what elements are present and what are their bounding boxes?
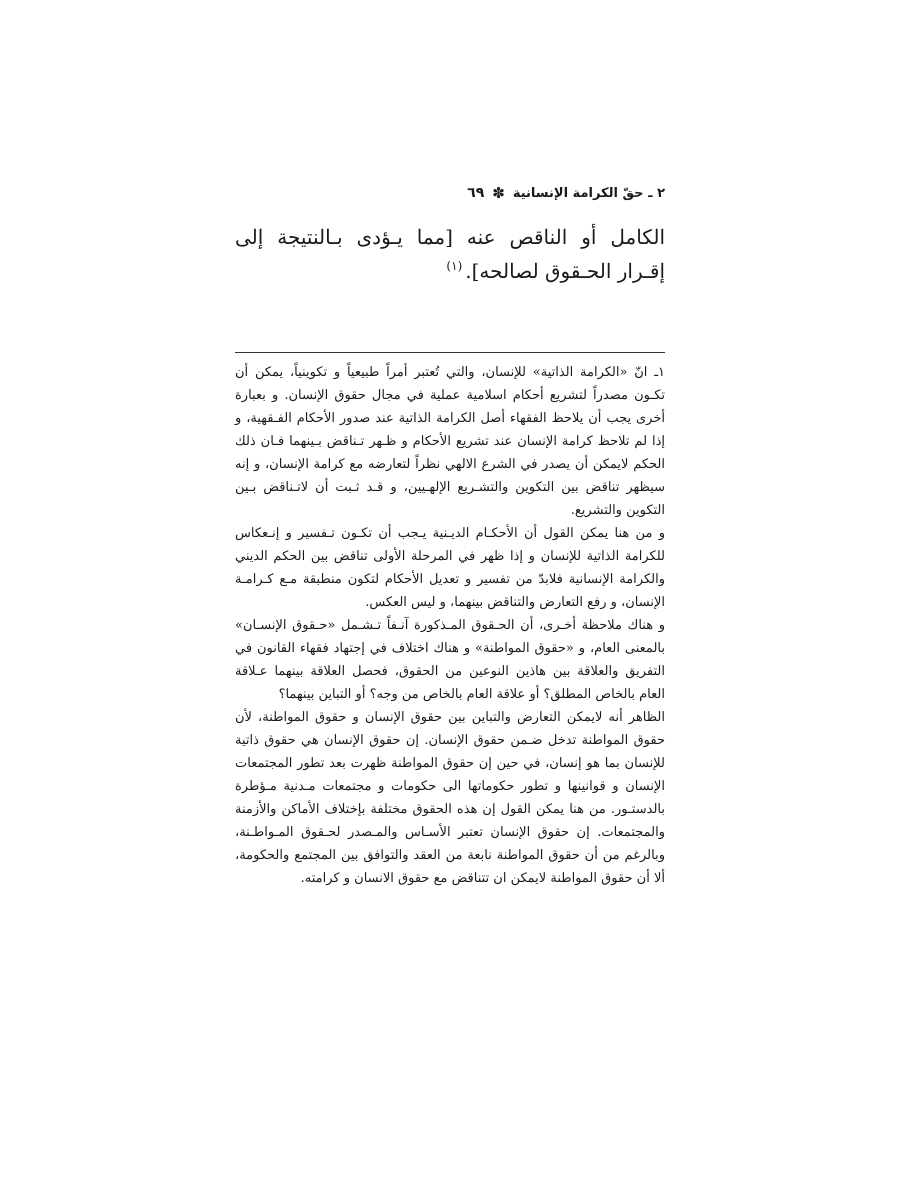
body-paragraph (235, 220, 665, 288)
footnotes (235, 361, 665, 890)
chapter-title: ٢ ـ حقّ الكرامة الإنسانية (512, 185, 665, 201)
page-number: ٦٩ (467, 185, 485, 201)
running-head (235, 180, 665, 206)
main-text (235, 220, 665, 288)
footnote-reference: (١) (446, 259, 463, 274)
footnote-divider (235, 352, 665, 353)
book-page (235, 180, 665, 890)
footnote-paragraph: الظاهر أنه لايمكن التعارض والتباين بين حقوق الإنسان و حقوق المواطنة، لأن حقوق المواطنة تدخل ضـمن حقوق الإنسان. إن حقوق الإنسان هي حقوق ذاتية للإنسان بما هو إنسان، في حين إن حقوق المواطنة ظهرت بعد تطور المجتمعات الإنسان و قوانينها و تطور حكوماتها الى حكومات و مجتمعات مـدنية مـؤطرة بالدستـور. من هنا يمكن القول إن هذه الحقوق مختلفة بإختلاف الأماكن والأزمنة والمجتمعات. إن حقوق الإنسان تعتبر الأسـاس والمـصدر لحـقوق المـواطـنة، وبالرغم من أن حقوق المواطنة نابعة من العقد والتوافق بين المجتمع والحكومة، ألا أن حقوق المواطنة لايمكن ان تتناقض مع حقوق الانسان و كرامته. (235, 710, 666, 886)
flower-ornament-icon: ✽ (492, 183, 505, 202)
footnote-paragraph: و هناك ملاحظة أخـرى، أن الحـقوق المـذكورة آنـفاً تـشـمل «حـقوق الإنسـان» بالمعنى العام، و «حقوق المواطنة» و هناك اختلاف في إجتهاد فقهاء القانون في التفريق والعلاقة بين هاذين النوعين من الحقوق، فحصل العلاقة بينهما عـلاقة العام بالخاص المطلق؟ أو علاقة العام بالخاص من وجه؟ أو التباين بينهما؟ (235, 618, 665, 702)
footnote-paragraph: و من هنا يمكن القول أن الأحكـام الديـنية يـجب أن تكـون تـفسير و إنـعكاس للكرامة الذاتية للإنسان و إذا ظهر في المرحلة الأولى تناقض بين الحكم الديني والكرامة الإنسانية فلابدّ من تفسير و تعديل الأحكام لتكون منطبقة مـع كـرامـة الإنسان، و رفع التعارض والتناقض بينهما، و ليس العكس. (235, 526, 665, 610)
body-paragraph-text: الكامل أو الناقص عنه [مما يـؤدى بـالنتيجة إلى إقـرار الحـقوق لصالحه]. (235, 225, 665, 283)
footnote-paragraph: ١ـ انّ «الكرامة الذاتية» للإنسان، والتي تُعتبر أمراً طبيعياً و تكوينياً، يمكن أن تكـون مصدراً لتشريع أحكام اسلامية عملية في مجال حقوق الإنسان. و بعبارة أخرى يجب أن يلاحظ الفقهاء أصل الكرامة الذاتية عند صدور الأحكام الفـقهية، و إذا لم تلاحظ كرامة الإنسان عند تشريع الأحكام و ظـهر تـناقض بـينهما فـان ذلك الحكم لايمكن أن يصدر في الشرع الالهي نظراً لتعارضه مع كرامة الإنسان، و إنه سيظهر تناقض بين التكوين والتشـريع الإلهـيين، و قـد ثـبت أن لاتـناقض بـين التكوين والتشريع. (235, 365, 665, 518)
